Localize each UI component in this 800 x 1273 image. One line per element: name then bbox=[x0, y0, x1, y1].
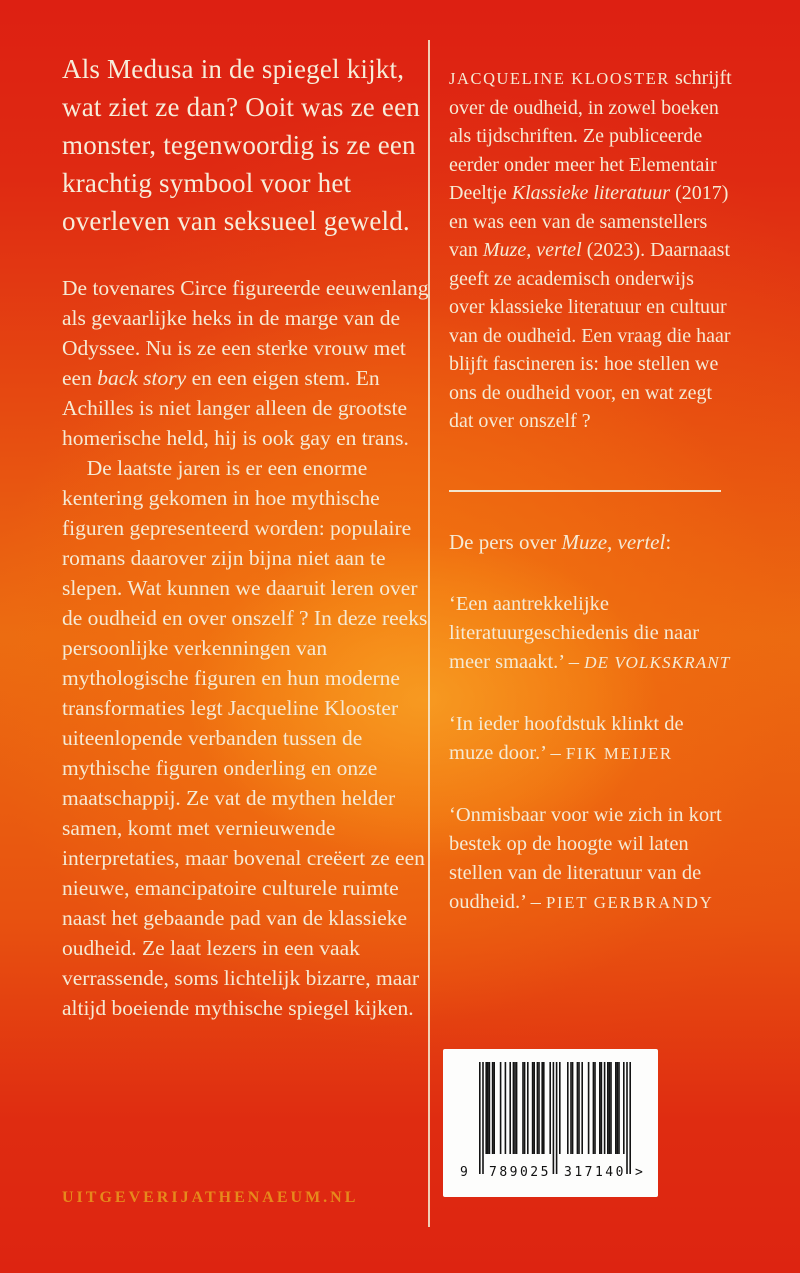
barcode-arrow: > bbox=[635, 1165, 643, 1180]
press-quote-fik-meijer: ‘In ieder hoofdstuk klinkt de muze door.’ – FIK MEIJER bbox=[449, 712, 684, 764]
press-quote-volkskrant: ‘Een aantrekkelijke literatuurgeschiedenis die naar meer smaakt.’ – DE VOLKSKRANT bbox=[449, 592, 731, 673]
blurb-intro: Als Medusa in de spiegel kijkt, wat ziet ze dan? Ooit was ze een monster, tegenwoordig is ze een krachtig symbool voor het overleven van seksueel geweld. bbox=[62, 54, 420, 236]
barcode-group2: 317140 bbox=[564, 1165, 626, 1180]
blurb-body bbox=[62, 273, 430, 1023]
press-quote-piet-gerbrandy: ‘Onmisbaar voor wie zich in kort bestek op de hoogte wil laten stellen van de literatuur van de oudheid.’ – PIET GERBRANDY bbox=[449, 803, 722, 913]
press-heading: De pers over Muze, vertel: bbox=[449, 529, 672, 554]
barcode-bars bbox=[479, 1062, 631, 1177]
barcode-prefix-digit: 9 bbox=[460, 1165, 471, 1180]
barcode-digits bbox=[443, 1165, 658, 1185]
right-column bbox=[449, 64, 733, 917]
divider-rule bbox=[449, 490, 721, 492]
barcode-group1: 789025 bbox=[489, 1165, 551, 1180]
publisher-url: UITGEVERIJATHENAEUM.NL bbox=[62, 1189, 359, 1206]
blurb-paragraph-1: De tovenares Circe figureerde eeuwenlang als gevaarlijke heks in de marge van de Odyssee. Nu is ze een sterke vrouw met een back story en een eigen stem. En Achilles is niet langer alleen de grootste homerische held, hij is ook gay en trans. bbox=[62, 276, 429, 450]
blurb-paragraph-2: De laatste jaren is er een enorme kentering gekomen in hoe mythische figuren gepresenteerd worden: populaire romans daarover zijn bijna niet aan te slepen. Wat kunnen we daaruit leren over de oudheid en over onszelf ? In deze reeks persoonlijke verkenningen van mythologische figuren en hun moderne transformaties legt Jacqueline Klooster uiteenlopende verbanden tussen de mythische figuren onderling en onze maatschappij. Ze vat de mythen helder samen, komt met vernieuwende interpretaties, maar bovenal creëert ze een nieuwe, emancipatoire culturele ruimte naast het gebaande pad van de klassieke oudheid. Ze laat lezers in een vaak verrassende, soms lichtelijk bizarre, maar altijd boeiende mythische spiegel kijken. bbox=[62, 456, 428, 1020]
barcode bbox=[443, 1049, 658, 1197]
author-bio: JACQUELINE KLOOSTER schrijft over de oudheid, in zowel boeken als tijdschriften. Ze publiceerde eerder onder meer het Elementair Deeltje Klassieke literatuur (2017) en was een van de samenstellers van Muze, vertel (2023). Daarnaast geeft ze academisch onderwijs over klassieke literatuur en cultuur van de oudheid. Een vraag die haar blijft fascineren is: hoe stellen we ons de oudheid voor, en wat zegt dat over onszelf ? bbox=[449, 67, 732, 432]
left-column bbox=[62, 50, 430, 1023]
